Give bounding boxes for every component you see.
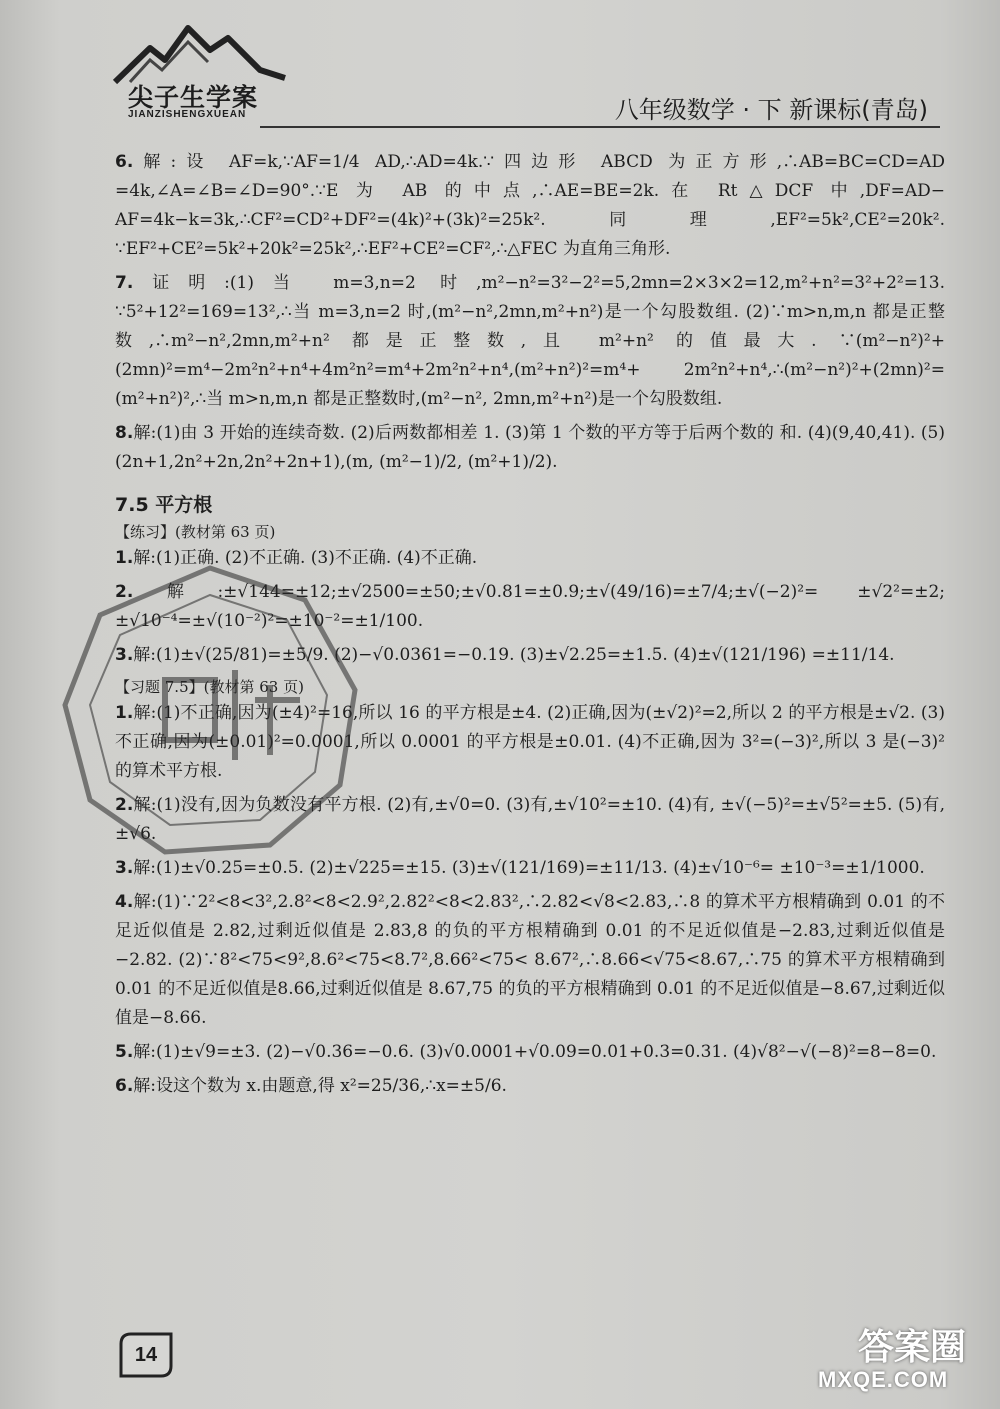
item-number: 2. [115,582,134,602]
answer-item [115,888,945,1033]
watermark-title: 答案圈 [858,1327,967,1368]
item-number: 1. [115,548,134,568]
item-text: 解:(1)由 3 开始的连续奇数. (2)后两数都相差 1. (3)第 1 个数的平方等于后两个数的 和. (4)(9,40,41). (5)(2n+1,2n²+2n,2n²+2n+1),(m, (m²−1)/2, (m²+1)/2). [115,423,945,472]
answer-item [115,1072,945,1101]
brand-logo [110,20,310,130]
item-text: 解:(1)正确. (2)不正确. (3)不正确. (4)不正确. [133,548,478,568]
logo-text: 尖子生学案 [128,83,259,112]
item-text: 证明:(1)当 m=3,n=2 时,m²−n²=3²−2²=5,2mn=2×3×2=12,m²+n²=3²+2²=13. ∵5²+12²=169=13²,∴当 m=3,n=2 时,(m²−n²,2mn,m²+n²)是一个勾股数组. (2)∵m>n,m,n 都是正整数,∴m²−n²,2mn,m²+n² 都是正整数,且 m²+n² 的值最大. ∵(m²−n²)²+(2mn)²=m⁴−2m²n²+n⁴+4m²n²=m⁴+2m²n²+n⁴,(m²+n²)²=m⁴+ 2m²n²+n⁴,∴(m²−n²)²+(2mn)²=(m²+n²)²,∴当 m>n,m,n 都是正整数时,(m²−n², 2mn,m²+n²)是一个勾股数组. [115,273,945,409]
stamp-seal-icon [55,560,365,860]
item-text: 解:(1)∵2²<8<3²,2.8²<8<2.9²,2.82²<8<2.83²,∴2.82<√8<2.83,∴8 的算术平方根精确到 0.01 的不足近似值是 2.82,过剩近似值是 2.83,8 的负的平方根精确到 0.01 的不足近似值是−2.83,过剩近似值是−2.82. (2)∵8²<75<9²,8.6²<75<8.7²,8.66²<75< 8.67²,∴8.66<√75<8.67,∴75 的算术平方根精确到 0.01 的不足近似值是8.66,过剩近似值是 8.67,75 的负的平方根精确到 0.01 的不足近似值是−8.67,过剩近似值是−8.66. [115,892,945,1028]
top-answers [115,148,945,477]
item-number: 6. [115,152,134,172]
item-text: 解:设 AF=k,∵AF=1/4 AD,∴AD=4k.∵四边形 ABCD 为正方形,∴AB=BC=CD=AD =4k,∠A=∠B=∠D=90°.∵E 为 AB 的中点,∴AE=BE=2k.在 Rt△DCF 中,DF=AD− AF=4k−k=3k,∴CF²=CD²+DF²=(4k)²+(3k)²=25k².同理,EF²=5k²,CE²=20k². ∵EF²+CE²=5k²+20k²=25k²,∴EF²+CE²=CF²,∴△FEC 为直角三角形. [115,152,945,259]
answer-item [115,419,945,477]
item-number: 5. [115,1042,134,1062]
page-header [110,20,940,130]
item-text: 解:(1)不正确,因为(±4)²=16,所以 16 的平方根是±4. (2)正确,因为(±√2)²=2,所以 2 的平方根是±√2. (3)不正确,因为(±0.01)²=0.0001,所以 0.0001 的平方根是±0.01. (4)不正确,因为 3²=(−3)²,所以 3 是(−3)² 的算术平方根. [115,703,945,781]
item-text: 解:设这个数为 x.由题意,得 x²=25/36,∴x=±5/6. [133,1076,507,1096]
page-number: 14 [134,1344,158,1366]
item-text: 解:(1)±√0.25=±0.5. (2)±√225=±15. (3)±√(121/169)=±11/13. (4)±√10⁻⁶= ±10⁻³=±1/1000. [133,858,925,878]
answer-item [115,148,945,264]
item-number: 4. [115,892,134,912]
answer-item [115,269,945,414]
item-text: 解:(1)±√(25/81)=±5/9. (2)−√0.0361=−0.19. (3)±√2.25=±1.5. (4)±√(121/196) =±11/14. [133,645,895,665]
item-text: 解:(1)没有,因为负数没有平方根. (2)有,±√0=0. (3)有,±√10²=±10. (4)有, ±√(−5)²=±√5²=±5. (5)有,±√6. [115,795,945,844]
item-number: 3. [115,858,134,878]
logo-subtitle: JIANZISHENGXUEAN [128,109,247,120]
item-number: 3. [115,645,134,665]
item-text: 解:±√144=±12;±√2500=±50;±√0.81=±0.9;±√(49/16)=±7/4;±√(−2)²= ±√2²=±2;±√10⁻⁴=±√(10⁻²)²=±10⁻²=±1/100. [115,582,945,631]
item-number: 6. [115,1076,134,1096]
item-text: 解:(1)±√9=±3. (2)−√0.36=−0.6. (3)√0.0001+√0.09=0.01+0.3=0.31. (4)√8²−√(−8)²=8−8=0. [133,1042,937,1062]
watermark-url: MXQE.COM [818,1367,949,1392]
practice-tag: 【练习】(教材第 63 页) [115,523,276,541]
book-title: 八年级数学 · 下 新课标(青岛) [614,96,928,124]
exercise-tag: 【习题 7.5】(教材第 63 页) [115,678,304,696]
item-number: 1. [115,703,134,723]
item-number: 8. [115,423,134,443]
item-number: 7. [115,273,134,293]
site-watermark [818,1315,978,1395]
answer-item [115,1038,945,1067]
section-title: 7.5 平方根 [115,494,213,516]
page-number-badge [115,1330,177,1380]
item-number: 2. [115,795,134,815]
header-divider [260,126,940,128]
